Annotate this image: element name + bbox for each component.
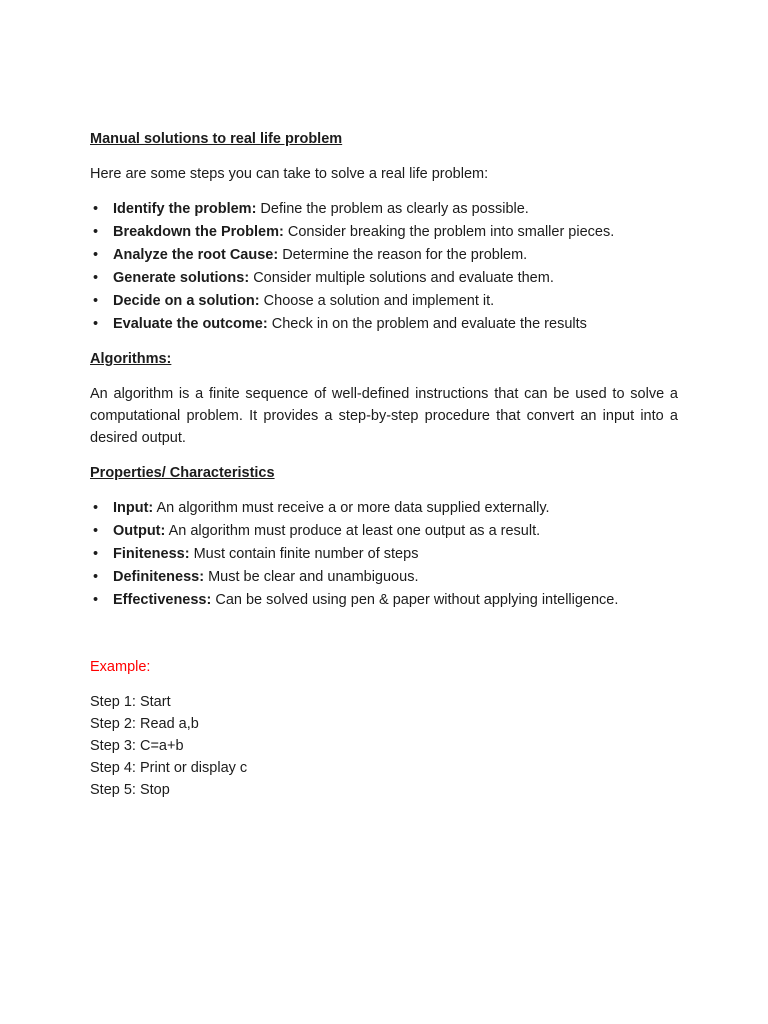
list-item <box>113 566 678 589</box>
list-item <box>113 221 678 244</box>
bullet-label: Generate solutions: <box>113 270 250 286</box>
bullet-label: Input: <box>113 500 154 516</box>
bullet-text: Define the problem as clearly as possible. <box>256 201 529 217</box>
bullet-label: Breakdown the Problem: <box>113 224 284 240</box>
bullet-label: Finiteness: <box>113 546 190 562</box>
manual-steps-list <box>90 198 678 336</box>
bullet-text: Choose a solution and implement it. <box>259 293 495 309</box>
step-line: Step 3: C=a+b <box>90 738 184 754</box>
bullet-text: An algorithm must produce at least one output as a result. <box>165 523 541 539</box>
list-item <box>113 313 678 336</box>
bullet-label: Decide on a solution: <box>113 293 260 309</box>
properties-list <box>90 497 678 612</box>
step-line: Step 2: Read a,b <box>90 716 199 732</box>
bullet-text: Can be solved using pen & paper without applying intelligence. <box>211 592 619 608</box>
bullet-text: An algorithm must receive a or more data supplied externally. <box>153 500 550 516</box>
bullet-text: Must contain finite number of steps <box>189 546 419 562</box>
step-line: Step 1: Start <box>90 694 171 710</box>
list-item <box>113 198 678 221</box>
bullet-label: Effectiveness: <box>113 592 212 608</box>
bullet-label: Evaluate the outcome: <box>113 316 268 332</box>
step-line: Step 5: Stop <box>90 782 170 798</box>
bullet-text: Must be clear and unambiguous. <box>204 569 419 585</box>
algorithm-steps <box>90 691 678 801</box>
list-item <box>113 589 678 612</box>
list-item <box>113 520 678 543</box>
bullet-label: Output: <box>113 523 166 539</box>
step-line: Step 4: Print or display c <box>90 760 248 776</box>
bullet-text: Consider breaking the problem into smaller pieces. <box>283 224 615 240</box>
algorithm-definition: An algorithm is a finite sequence of well-defined instructions that can be used to solve a computational problem. It provides a step-by-step procedure that convert an input into a desired output. <box>90 386 678 446</box>
list-item <box>113 267 678 290</box>
bullet-label: Definiteness: <box>113 569 205 585</box>
list-item <box>113 497 678 520</box>
intro-text: Here are some steps you can take to solve a real life problem: <box>90 166 489 182</box>
bullet-text: Consider multiple solutions and evaluate them. <box>249 270 554 286</box>
heading-algorithms: Algorithms: <box>90 351 172 367</box>
heading-properties: Properties/ Characteristics <box>90 465 275 481</box>
list-item <box>113 244 678 267</box>
heading-manual-solutions: Manual solutions to real life problem <box>90 131 343 147</box>
list-item <box>113 290 678 313</box>
example-heading: Example: <box>90 659 151 675</box>
bullet-text: Determine the reason for the problem. <box>278 247 528 263</box>
bullet-label: Identify the problem: <box>113 201 257 217</box>
list-item <box>113 543 678 566</box>
bullet-text: Check in on the problem and evaluate the results <box>267 316 587 332</box>
bullet-label: Analyze the root Cause: <box>113 247 279 263</box>
